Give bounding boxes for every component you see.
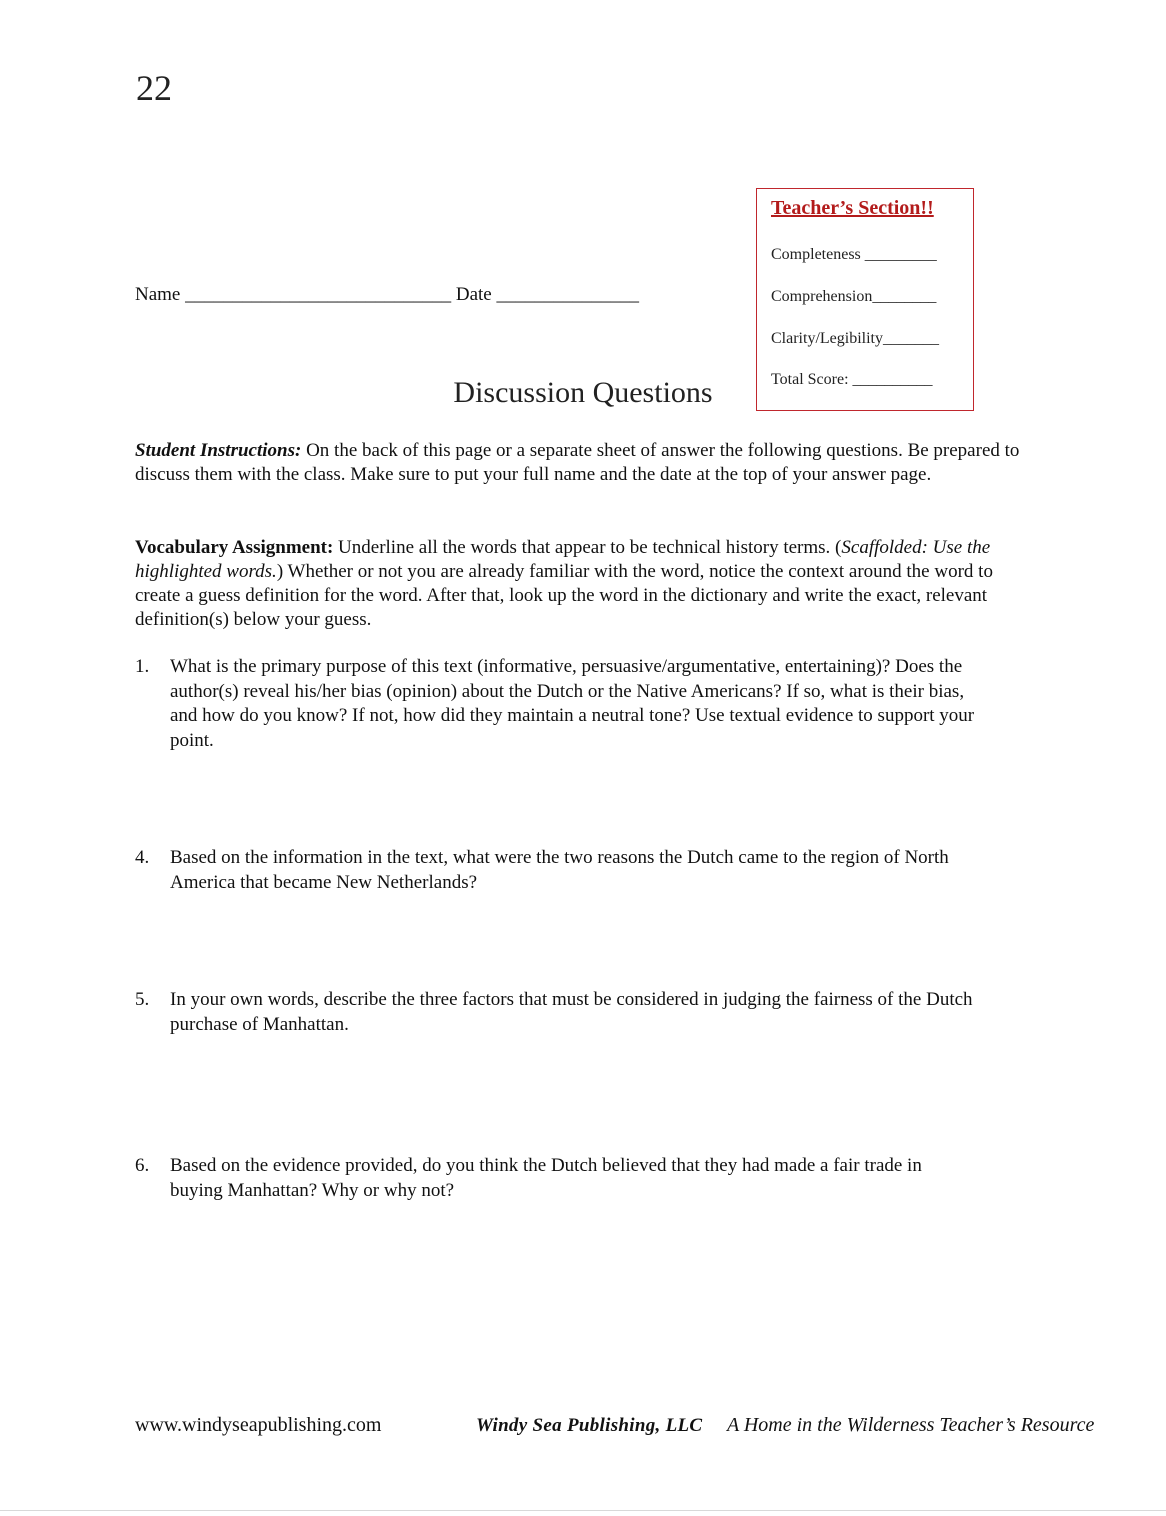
- vocabulary-scaffold: Scaffolded: Use the highlighted words.: [135, 537, 991, 582]
- heading-text: Discussion Questions: [453, 376, 713, 409]
- question-number: 6.: [135, 1155, 150, 1176]
- question-item: [135, 846, 995, 895]
- teacher-section-title: Teacher’s Section!!: [771, 197, 934, 219]
- name-date-line: Name ____________________________ Date _______________: [135, 284, 639, 305]
- vocabulary-text-before: Underline all the words that appear to be technical history terms. (: [333, 537, 842, 558]
- instructions-text: On the back of this page or a separate sheet of answer the following questions. Be prepared to discuss them with the class. Make sure to put your full name and the date at the top of your answer page.: [135, 440, 1020, 485]
- question-text: Based on the information in the text, what were the two reasons the Dutch came to the region of North America that became New Netherlands?: [170, 847, 949, 893]
- page-number: 22: [136, 68, 172, 108]
- question-item: [135, 1154, 935, 1203]
- page-heading: [0, 376, 1166, 410]
- student-instructions: [135, 439, 1020, 487]
- question-item: [135, 988, 995, 1037]
- footer-url: www.windyseapublishing.com: [135, 1414, 382, 1436]
- question-number: 4.: [135, 847, 150, 868]
- footer-publisher: Windy Sea Publishing, LLC: [476, 1415, 703, 1436]
- score-total: Total Score: __________: [771, 371, 933, 388]
- vocabulary-assignment: [135, 536, 1020, 632]
- question-number: 1.: [135, 656, 150, 677]
- footer-book-title: A Home in the Wilderness Teacher’s Resource: [727, 1414, 1095, 1436]
- instructions-label: Student Instructions:: [135, 440, 302, 461]
- question-number: 5.: [135, 989, 150, 1010]
- question-text: What is the primary purpose of this text (informative, persuasive/argumentative, entertaining)? Does the author(s) reveal his/her bias (opinion) about the Dutch or the Native Americans? If so, what is their bias, and how do you know? If not, how did they maintain a neutral tone? Use textual evidence to support your point.: [170, 656, 975, 751]
- question-text: Based on the evidence provided, do you think the Dutch believed that they had made a fair trade in buying Manhattan? Why or why not?: [170, 1155, 922, 1201]
- vocabulary-text-after: ) Whether or not you are already familiar with the word, notice the context around the word to create a guess definition for the word. After that, look up the word in the dictionary and write the exact, relevant definition(s) below your guess.: [135, 561, 993, 630]
- score-comprehension: Comprehension________: [771, 288, 937, 305]
- vocabulary-label: Vocabulary Assignment:: [135, 537, 334, 558]
- score-clarity-legibility: Clarity/Legibility_______: [771, 330, 939, 347]
- score-completeness: Completeness _________: [771, 246, 937, 263]
- page-bottom-divider: [0, 1510, 1166, 1511]
- question-text: In your own words, describe the three factors that must be considered in judging the fairness of the Dutch purchase of Manhattan.: [170, 989, 973, 1035]
- question-item: [135, 655, 995, 753]
